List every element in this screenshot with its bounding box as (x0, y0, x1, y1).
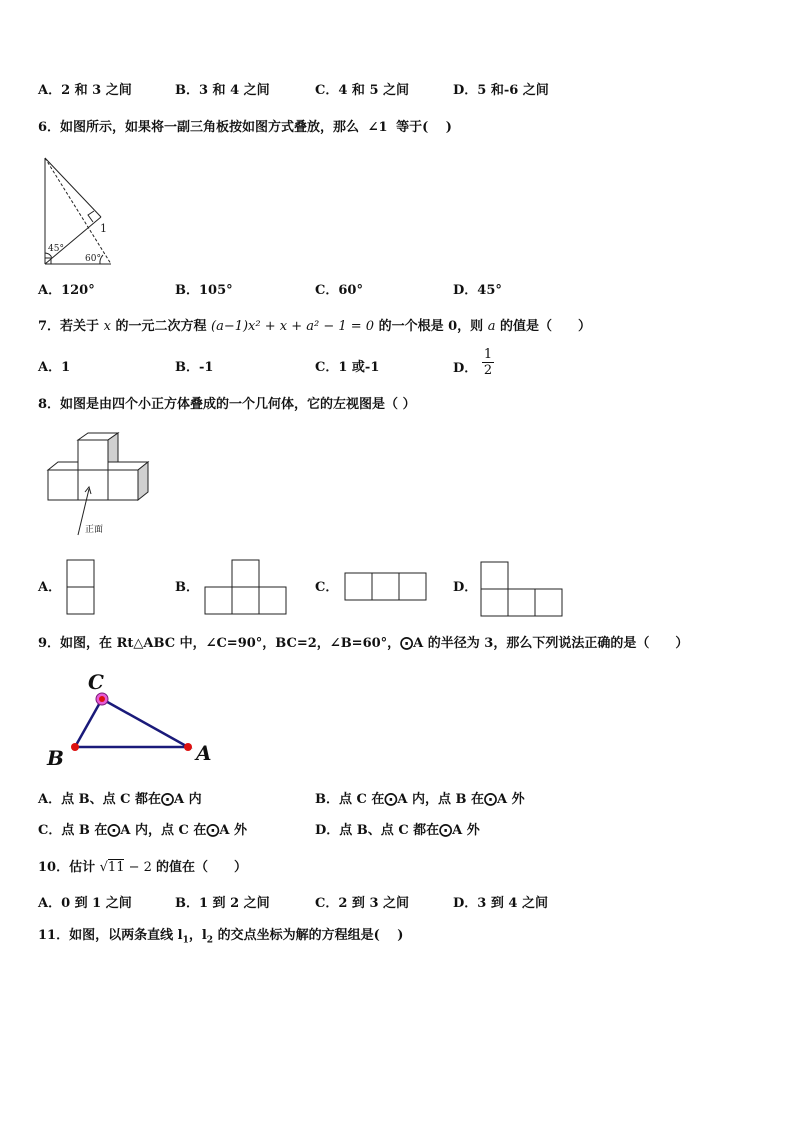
q9-option-b: B．点 C 在⨀A 内，点 B 在⨀A 外 (315, 792, 525, 807)
q9-label-c: C (88, 670, 104, 694)
q7-stem (38, 318, 591, 336)
q5-option-a: A．2 和 3 之间 (38, 83, 132, 98)
q8-option-c-view (344, 572, 428, 602)
q6-stem-pre: 6．如图所示，如果将一副三角板按如图方式叠放，那么 (38, 120, 360, 135)
q11-sub-2: 2 (206, 935, 214, 946)
q7-fraction-numerator: 1 (483, 347, 493, 362)
q10-option-a: A．0 到 1 之间 (38, 896, 132, 911)
q10-stem-pre: 10．估计 (38, 860, 96, 875)
q8-option-d-view (480, 561, 564, 617)
q6-label-60: 60° (85, 254, 101, 264)
q7-stem-post: 的一个根是 0，则 (378, 319, 484, 334)
q10-option-b: B．1 到 2 之间 (175, 896, 270, 911)
q7-stem-pre: 7．若关于 (38, 319, 100, 334)
q6-stem-post: 等于( ) (396, 120, 452, 135)
q10-option-d: D．3 到 4 之间 (453, 896, 548, 911)
q7-var-x: x (103, 319, 111, 334)
sqrt-icon: √ (99, 860, 108, 875)
q7-option-d-fraction (482, 347, 494, 378)
q8-front-label: 正面 (85, 525, 104, 535)
q10-option-c: C．2 到 3 之间 (315, 896, 410, 911)
q5-option-c: C．4 和 5 之间 (315, 83, 410, 98)
q5-option-d: D．5 和-6 之间 (453, 83, 549, 98)
q8-stem: 8．如图是由四个小正方体叠成的一个几何体，它的左视图是（ ） (38, 397, 416, 412)
q8-option-d: D． (453, 580, 478, 595)
q11-stem-pre: 11．如图，以两条直线 l (38, 928, 183, 943)
q9-stem: 9．如图，在 Rt△ABC 中，∠C=90°，BC=2，∠B=60°，⨀A 的半径为 3，那么下列说法正确的是（ ） (38, 636, 689, 651)
q9-option-c: C．点 B 在⨀A 内，点 C 在⨀A 外 (38, 823, 248, 838)
q7-stem-end: 的值是（ ） (500, 319, 592, 334)
q7-option-d-label: D． (453, 361, 478, 376)
q6-label-1: 1 (100, 222, 107, 235)
q10-minus: − 2 (124, 860, 152, 875)
q6-stem (38, 119, 452, 137)
q8-option-a: A． (38, 580, 62, 595)
q7-option-d (453, 347, 494, 378)
q6-angle: ∠1 (367, 120, 388, 135)
q9-option-a: A．点 B、点 C 都在⨀A 内 (38, 792, 202, 807)
q6-label-45: 45° (48, 244, 64, 254)
q5-option-b: B．3 和 4 之间 (175, 83, 270, 98)
q9-triangle-figure (40, 668, 220, 773)
q8-option-a-view (66, 559, 96, 615)
q8-option-b: B． (175, 580, 199, 595)
q7-equation: (a−1)x² + x + a² − 1 = 0 (211, 319, 375, 334)
q7-option-a: A．1 (38, 360, 71, 375)
q11-stem (38, 927, 403, 950)
q9-label-b: B (47, 746, 64, 770)
q7-option-c: C．1 或-1 (315, 360, 380, 375)
q6-option-d: D．45° (453, 283, 502, 298)
q11-sub-1: 1 (182, 935, 189, 946)
q11-mid: ，l (188, 928, 207, 943)
q8-option-c: C． (315, 580, 339, 595)
q6-option-c: C．60° (315, 283, 363, 298)
q10-stem-post: 的值在（ ） (156, 860, 248, 875)
q10-stem (38, 859, 247, 877)
q9-option-d: D．点 B、点 C 都在⨀A 外 (315, 823, 480, 838)
q10-radicand: 11 (107, 860, 125, 875)
q8-option-b-view (204, 559, 288, 615)
q10-expression (100, 859, 156, 875)
q6-option-a: A．120° (38, 283, 95, 298)
q9-label-a: A (196, 741, 212, 765)
q7-var-a: a (487, 319, 496, 334)
q7-stem-mid: 的一元二次方程 (115, 319, 207, 334)
q6-figure (40, 155, 120, 270)
q11-stem-post: 的交点坐标为解的方程组是( ) (213, 928, 404, 943)
q6-option-b: B．105° (175, 283, 233, 298)
q7-fraction-denominator: 2 (483, 363, 493, 378)
q7-option-b: B．-1 (175, 360, 214, 375)
